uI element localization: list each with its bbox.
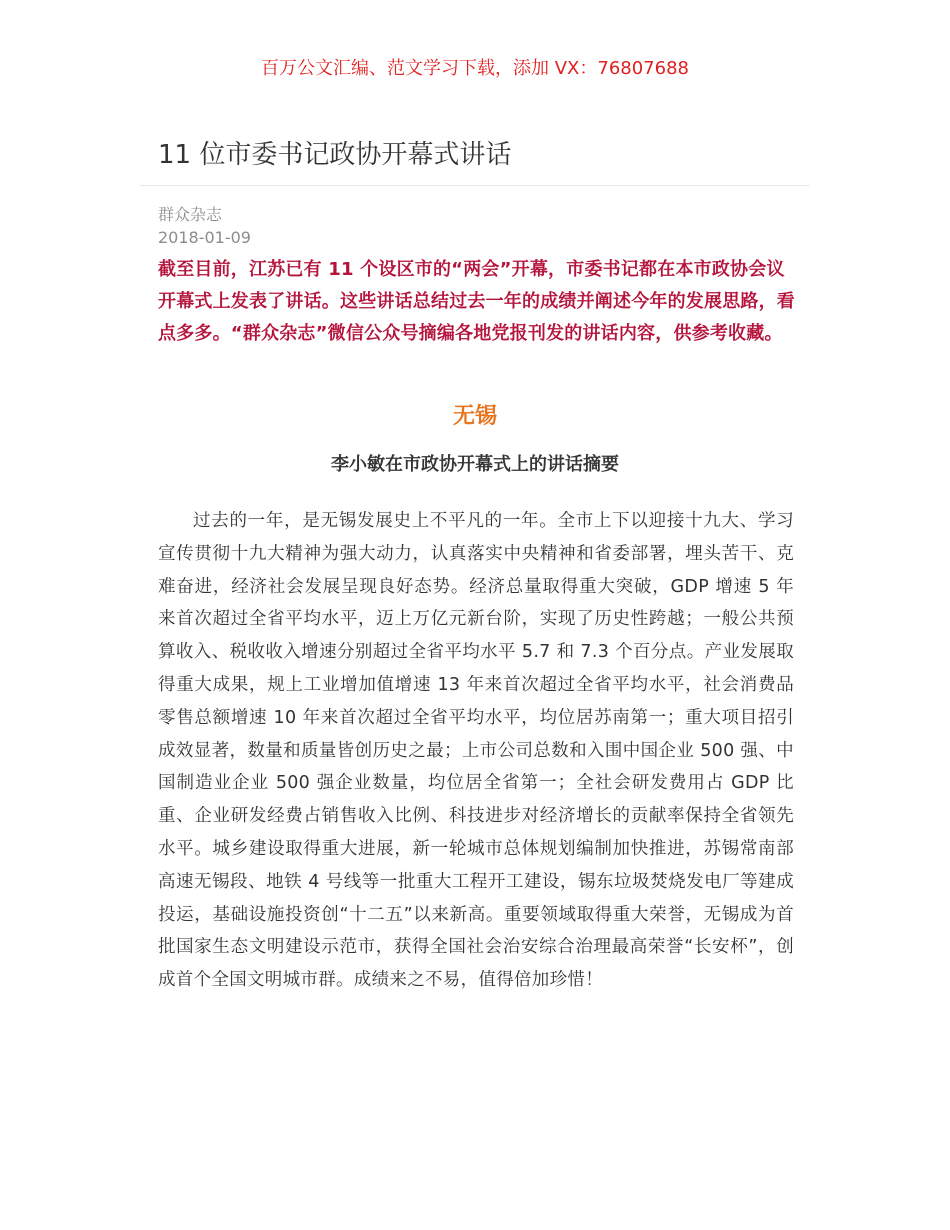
section-heading: 无锡 [452, 404, 497, 429]
publish-date: 2018-01-09 [158, 228, 251, 247]
body-paragraph: 过去的一年，是无锡发展史上不平凡的一年。全市上下以迎接十九大、学习宣传贯彻十九大精神为强大动力，认真落实中央精神和省委部署，埋头苦干、克难奋进，经济社会发展呈现良好态势。经济总量取得重大突破，GDP 增速 5 年来首次超过全省平均水平，迈上万亿元新台阶，实现了历史性跨越；一般公共预算收入、税收收入增速分别超过全省平均水平 5.7 和 7.3 个百分点。产业发展取得重大成果，规上工业增加值增速 13 年来首次超过全省平均水平，社会消费品零售总额增速 10 年来首次超过全省平均水平，均位居苏南第一；重大项目招引成效显著，数量和质量皆创历史之最；上市公司总数和入围中国企业 500 强、中国制造业企业 500 强企业数量，均位居全省第一；全社会研发费用占 GDP 比重、企业研发经费占销售收入比例、科技进步对经济增长的贡献率保持全省领先水平。城乡建设取得重大进展，新一轮城市总体规划编制加快推进，苏锡常南部高速无锡段、地铁 4 号线等一批重大工程开工建设，锡东垃圾焚烧发电厂等建成投运，基础设施投资创“十二五”以来新高。重要领域取得重大荣誉，无锡成为首批国家生态文明建设示范市，获得全国社会治安综合治理最高荣誉“长安杯”，创成首个全国文明城市群。成绩来之不易，值得倍加珍惜！ [158, 511, 794, 991]
article-title: 11 位市委书记政协开幕式讲话 [158, 140, 512, 170]
article-intro: 截至目前，江苏已有 11 个设区市的“两会”开幕，市委书记都在本市政协会议开幕式上发表了讲话。这些讲话总结过去一年的成绩并阐述今年的发展思路，看点多多。“群众杂志”微信公众号摘编各地党报刊发的讲话内容，供参考收藏。 [158, 259, 795, 344]
title-divider [140, 185, 810, 186]
watermark-banner: 百万公文汇编、范文学习下载，添加 VX：76807688 [261, 58, 689, 79]
article-source[interactable]: 群众杂志 [158, 205, 223, 224]
section-subheading: 李小敏在市政协开幕式上的讲话摘要 [331, 454, 619, 475]
